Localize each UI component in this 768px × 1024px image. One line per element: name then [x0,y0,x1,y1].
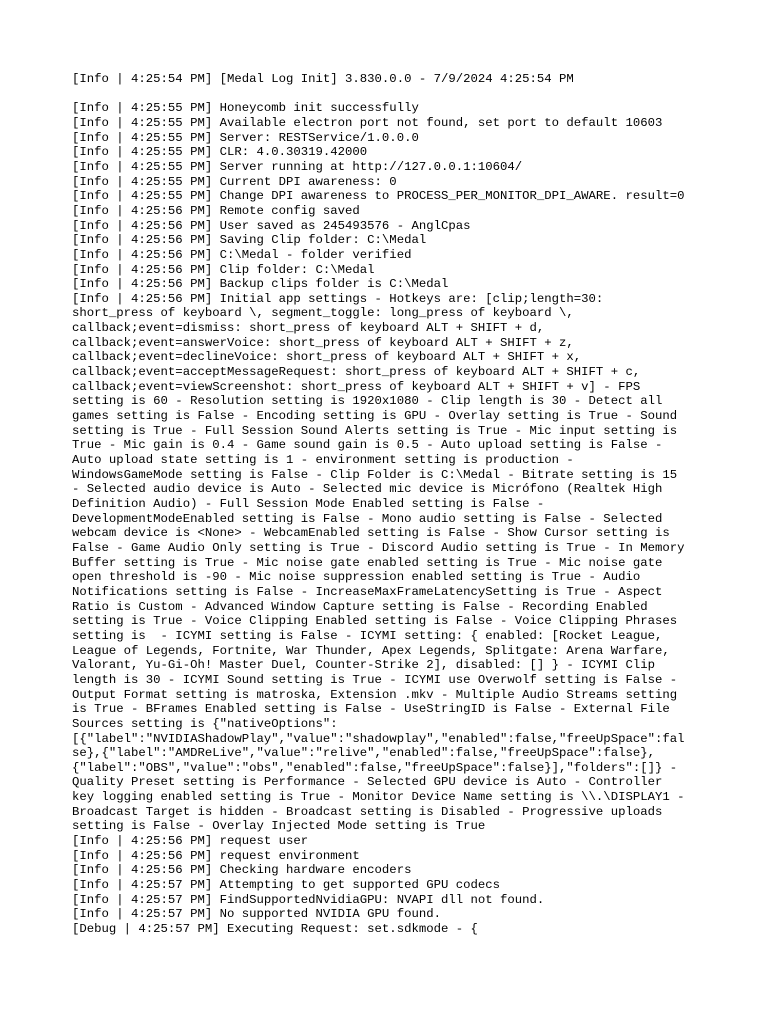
log-line: [Info | 4:25:57 PM] No supported NVIDIA GPU found. [72,907,441,922]
log-line: [Info | 4:25:55 PM] Honeycomb init successfully [72,101,419,116]
log-line: [Info | 4:25:56 PM] Backup clips folder is C:\Medal [72,277,449,292]
log-line: [Info | 4:25:55 PM] Current DPI awareness: 0 [72,174,397,189]
log-line: [Info | 4:25:57 PM] FindSupportedNvidiaGPU: NVAPI dll not found. [72,892,545,907]
log-header: [Info | 4:25:54 PM] [Medal Log Init] 3.830.0.0 - 7/9/2024 4:25:54 PM [72,72,574,86]
log-line: [Info | 4:25:55 PM] Change DPI awareness to PROCESS_PER_MONITOR_DPI_AWARE. result=0 [72,189,685,204]
log-line: [Info | 4:25:56 PM] User saved as 245493576 - AnglCpas [72,218,471,233]
log-line: [Info | 4:25:56 PM] request user [72,834,309,849]
log-line: [Debug | 4:25:57 PM] Executing Request: set.sdkmode - { [72,922,478,937]
log-line: [Info | 4:25:56 PM] Remote config saved [72,203,360,218]
log-document [72,72,704,937]
log-line: [Info | 4:25:56 PM] C:\Medal - folder verified [72,247,412,262]
log-line: [Info | 4:25:55 PM] CLR: 4.0.30319.42000 [72,145,368,160]
log-line: [Info | 4:25:56 PM] Saving Clip folder: C:\Medal [72,233,427,248]
log-line: [Info | 4:25:55 PM] Server: RESTService/1.0.0.0 [72,130,419,145]
log-entries [72,101,704,936]
log-line: [Info | 4:25:56 PM] request environment [72,848,360,863]
log-line: [Info | 4:25:55 PM] Server running at http://127.0.0.1:10604/ [72,159,523,174]
log-line: [Info | 4:25:56 PM] Clip folder: C:\Medal [72,262,375,277]
log-line: [Info | 4:25:56 PM] Checking hardware encoders [72,863,412,878]
log-line: [Info | 4:25:55 PM] Available electron port not found, set port to default 10603 [72,115,663,130]
log-line-app-settings: [Info | 4:25:56 PM] Initial app settings - Hotkeys are: [clip;length=30: short_press of keyboard \, segment_toggle: long_press of keyboard \, callback;event=dismiss: short_press of keyboard ALT + SHIFT + d, callback;event=answerVoice: short_press of keyboard ALT + SHIFT + z, callback;event=declineVoice: short_press of keyboard ALT + SHIFT + x, callback;event=acceptMessageRequest: short_press of keyboard ALT + SHIFT + c, callback;event=viewScreenshot: short_press of keyboard ALT + SHIFT + v] - FPS setting is 60 - Resolution setting is 1920x1080 - Clip length is 30 - Detect all games setting is False - Encoding setting is GPU - Overlay setting is True - Sound setting is True - Full Session Sound Alerts setting is True - Mic input setting is True - Mic gain is 0.4 - Game sound gain is 0.5 - Auto upload setting is False - Auto upload state setting is 1 - environment setting is production - WindowsGameMode setting is False - Clip Folder is C:\Medal - Bitrate setting is 15 - Selected audio device is Auto - Selected mic device is Micrófono (Realtek High Definition Audio) - Full Session Mode Enabled setting is False - DevelopmentModeEnabled setting is False - Mono audio setting is False - Selected webcam device is <None> - WebcamEnabled setting is False - Show Cursor setting is False - Game Audio Only setting is True - Discord Audio setting is True - In Memory Buffer setting is True - Mic noise gate enabled setting is True - Mic noise gate open threshold is -90 - Mic noise suppression enabled setting is True - Audio Notifications setting is False - IncreaseMaxFrameLatencySetting is True - Aspect Ratio is Custom - Advanced Window Capture setting is False - Recording Enabled setting is True - Voice Clipping Enabled setting is False - Voice Clipping Phrases setting is - ICYMI setting is False - ICYMI setting: { enabled: [Rocket League, League of Legends, Fortnite, War Thunder, Apex Legends, Splitgate: Arena Warfare, Valorant, Yu-Gi-Oh! Master Duel, Counter-Strike 2], disabled: [] } - ICYMI Clip length is 30 - ICYMI Sound setting is True - ICYMI use Overwolf setting is False - Output Format setting is matroska, Extension .mkv - Multiple Audio Streams setting is True - BFrames Enabled setting is False - UseStringID is False - External File Sources setting is {"nativeOptions": [{"label":"NVIDIAShadowPlay","value":"shadowplay","enabled":false,"freeUpSpace":fal se},{"label":"AMDReLive","value":"relive","enabled":false,"freeUpSpace":false}, {"label":"OBS","value":"obs","enabled":false,"freeUpSpace":false}],"folders":[]} - Quality Preset setting is Performance - Selected GPU device is Auto - Controller key logging enabled setting is True - Monitor Device Name setting is \\.\DISPLAY1 - Broadcast Target is hidden - Broadcast setting is Disabled - Progressive uploads setting is False - Overlay Injected Mode setting is True [72,291,685,834]
log-line: [Info | 4:25:57 PM] Attempting to get supported GPU codecs [72,878,501,893]
